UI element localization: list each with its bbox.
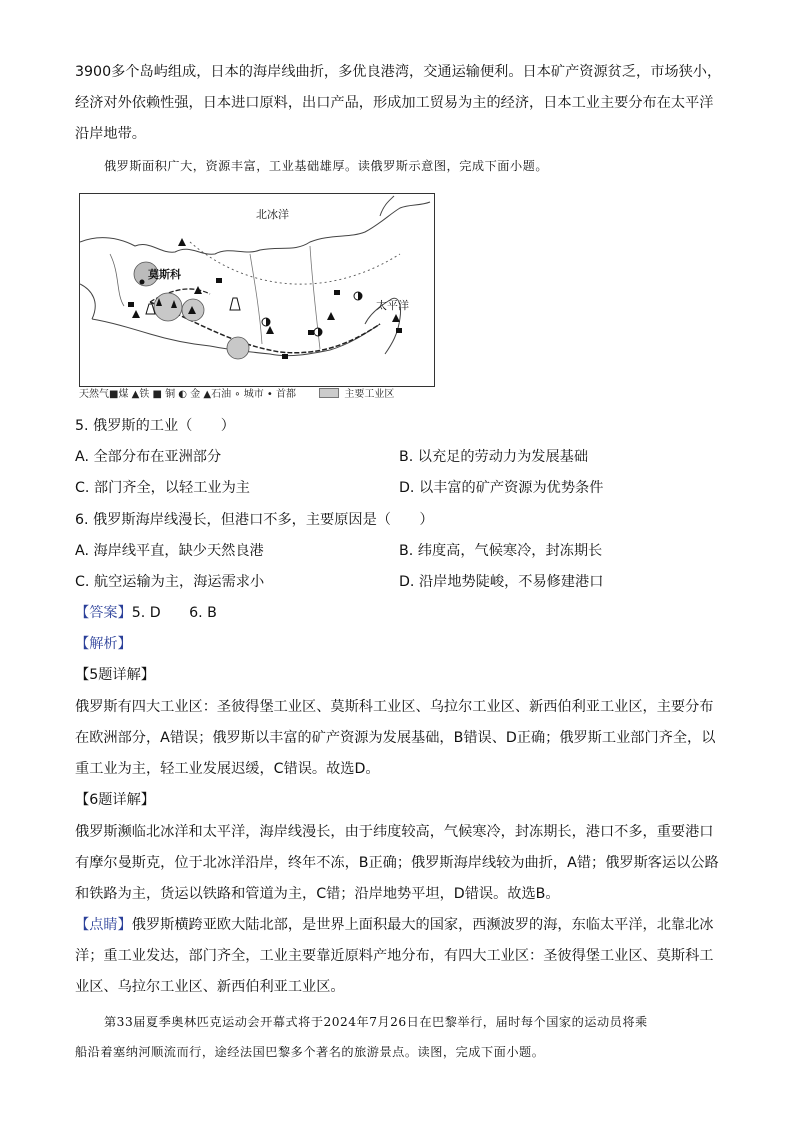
industrial-area-swatch [319,388,339,398]
analysis-label: 【解析】 [75,636,132,652]
next-passage-line-2: 船沿着塞纳河顺流而行，途经法国巴黎多个著名的旅游景点。读图，完成下面小题。 [75,1045,545,1059]
q6-option-b: B. 纬度高，气候寒冷，封冻期长 [399,543,603,559]
intro-line-1: 3900多个岛屿组成，日本的海岸线曲折，多优良港湾，交通运输便利。日本矿产资源贫乏，市场狭小， [75,64,722,80]
gas-icon [146,304,155,314]
oil-icon [266,326,274,334]
d5-line-3: 重工业为主，轻工业发展迟缓，C错误。故选D。 [75,761,380,777]
tip-label: 【点睛】 [75,917,132,933]
pacific-ocean-label: 太平洋 [376,299,409,312]
coal-icon [128,302,134,307]
d5-line-1: 俄罗斯有四大工业区：圣彼得堡工业区、莫斯科工业区、乌拉尔工业区、新西伯利亚工业区，主要分布 [75,699,714,715]
intro-line-3: 沿岸地带。 [75,126,146,142]
answer-line [75,603,217,623]
d6-title: 【6题详解】 [75,792,155,808]
map-legend [79,388,396,401]
tip-text-1: 俄罗斯横跨亚欧大陆北部，是世界上面积最大的国家，西濒波罗的海，东临太平洋，北靠北冰 [131,917,714,933]
legend-symbols: 天然气■煤 ▲铁 ■ 铜 ◐ 金 ▲石油 ∘ 城市 • 首都 [79,389,296,400]
coal-icon [216,278,222,283]
oil-icon [132,310,140,318]
coal-icon [282,354,288,359]
legend-area-label: 主要工业区 [344,389,395,400]
iron-icon [327,312,335,320]
tip-line-1 [75,915,713,935]
passage-text: 俄罗斯面积广大，资源丰富，工业基础雄厚。读俄罗斯示意图，完成下面小题。 [104,159,549,173]
next-passage-line-1: 第33届夏季奥林匹克运动会开幕式将于2024年7月26日在巴黎举行，届时每个国家的运动员将乘 [104,1015,648,1029]
gas-icon [230,298,240,310]
coal-icon [334,290,340,295]
intro-line-2: 经济对外依赖性强，日本进口原料，出口产品，形成加工贸易为主的经济，日本工业主要分布在太平洋 [75,95,714,111]
answer-text: 5. D 6. B [131,605,217,621]
answer-label: 【答案】 [75,605,132,621]
q5-option-d: D. 以丰富的矿产资源为优势条件 [399,480,604,496]
q5-option-a: A. 全部分布在亚洲部分 [75,449,222,465]
moscow-label: 莫斯科 [148,268,181,281]
d6-line-3: 和铁路为主，货运以铁路和管道为主，C错；沿岸地势平坦，D错误。故选B。 [75,886,560,902]
d5-line-2: 在欧洲部分，A错误；俄罗斯以丰富的矿产资源为发展基础，B错误、D正确；俄罗斯工业部门齐全，以 [75,730,716,746]
tip-line-3: 业区、乌拉尔工业区、新西伯利亚工业区。 [75,979,345,995]
d6-line-1: 俄罗斯濒临北冰洋和太平洋，海岸线漫长，由于纬度较高，气候寒冷，封冻期长，港口不多，重要港口 [75,824,714,840]
q6-stem: 6. 俄罗斯海岸线漫长，但港口不多，主要原因是（ ） [75,512,434,528]
d5-title: 【5题详解】 [75,667,155,683]
q5-option-b: B. 以充足的劳动力为发展基础 [399,449,589,465]
oil-icon [392,314,400,322]
arctic-ocean-label: 北冰洋 [256,208,289,221]
q6-option-d: D. 沿岸地势陡峻，不易修建港口 [399,574,604,590]
q5-stem: 5. 俄罗斯的工业（ ） [75,418,235,434]
d6-line-2: 有摩尔曼斯克，位于北冰洋沿岸，终年不冻，B正确；俄罗斯海岸线较为曲折，A错；俄罗斯客运以公路 [75,855,719,871]
coal-icon [308,330,314,335]
tip-line-2: 洋；重工业发达，部门齐全，工业主要靠近原料产地分布，有四大工业区：圣彼得堡工业区、莫斯科工 [75,948,714,964]
q5-option-c: C. 部门齐全，以轻工业为主 [75,480,250,496]
q6-option-c: C. 航空运输为主，海运需求小 [75,574,265,590]
oil-icon [178,238,186,246]
russia-map [79,193,435,387]
q6-option-a: A. 海岸线平直，缺少天然良港 [75,543,264,559]
capital-dot [140,280,145,285]
coal-icon [396,328,402,333]
